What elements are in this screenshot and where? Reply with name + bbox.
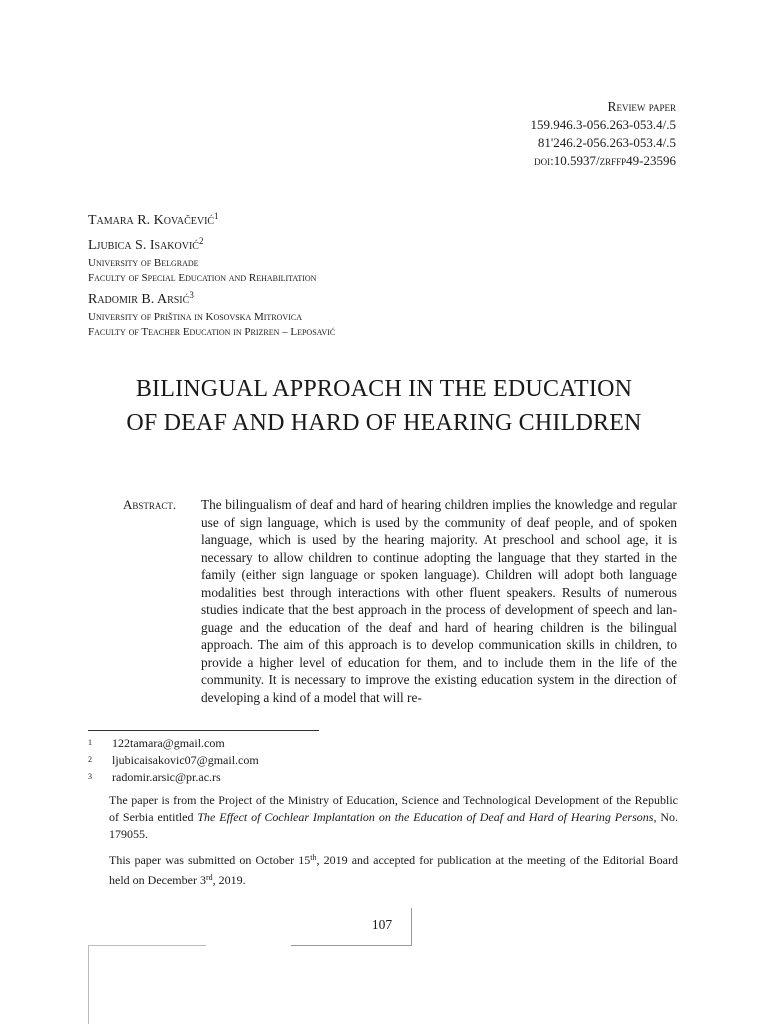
author-1-name: Tamara R. Kovačević [88, 213, 215, 228]
article-metadata [530, 98, 676, 170]
footnote-rule [88, 730, 319, 731]
project-title: The Effect of Cochlear Implantation on the Education of Deaf and Hard of Hearing Persons [197, 810, 654, 824]
crop-mark-horizontal [88, 945, 206, 946]
author-1 [88, 206, 335, 231]
title-line-1: BILINGUAL APPROACH IN THE EDUCATION [135, 376, 633, 402]
footnote-3-email: radomir.arsic@pr.ac.rs [112, 770, 221, 784]
project-note [88, 792, 678, 843]
footnote-2-email: ljubicaisakovic07@gmail.com [112, 753, 259, 767]
author-3-name: Radomir B. Arsić [88, 292, 190, 307]
udc-code-2: 81'246.2-056.263-053.4/.5 [537, 135, 676, 150]
title-line-2: OF DEAF AND HARD OF HEARING CHILDREN [126, 410, 642, 436]
submission-text-3: , 2019. [212, 873, 246, 887]
footnote-1-number: 1 [88, 738, 92, 747]
project-number: , No. 179055. [109, 810, 679, 841]
author-2 [88, 231, 335, 256]
affiliation-1-faculty: Faculty of Special Education and Rehabilitation [88, 271, 317, 284]
authors-block [88, 206, 335, 339]
submission-text-2: , 2019 and accepted for publication at the meeting of the Editorial Board held on December 3 [109, 853, 678, 887]
footnote-3 [88, 769, 678, 786]
page-number: 107 [371, 917, 393, 932]
abstract-text: The bilingualism of deaf and hard of hearing children implies the knowledge and regular use of sign language, which is used by the community of deaf people, and of spoken language, which is used by the hearing majority. At preschool and school age, it is necessary to allow children to continue adopting the language that they started in the family (either sign language or spoken language). Children will adopt both language modalities best through interactions with other fluent speakers. Results of numerous studies indicate that the best approach in the process of development of speech and language and the education of the deaf and hard of hearing children is the bilingual approach. The aim of this approach is to develop communication skills in children, to provide a higher level of education for them, and to include them in the life of the community. It is necessary to improve the existing education system in the direction of developing a kind of a model that will re- [201, 497, 677, 705]
footnote-1 [88, 735, 678, 752]
author-2-footnote-mark: 2 [198, 236, 204, 246]
paper-type: Review paper [607, 99, 676, 114]
author-1-footnote-mark: 1 [214, 211, 219, 221]
footnote-2-number: 2 [88, 755, 92, 764]
footnotes [88, 735, 678, 889]
udc-code-1: 159.946.3-056.263-053.4/.5 [530, 117, 676, 132]
footnote-2 [88, 752, 678, 769]
doi: doi:10.5937/zrffp49-23596 [534, 153, 676, 168]
author-3-footnote-mark: 3 [189, 290, 194, 300]
project-note-text: The paper is from the Project of the Ministry of Education, Science and Technological Development of the Republic of Serbia entitled [109, 793, 678, 824]
crop-mark-vertical [88, 945, 89, 1024]
submission-ordinal-1: th [310, 853, 317, 862]
footnote-3-number: 3 [88, 772, 92, 781]
author-2-name: Ljubica S. Isaković [88, 238, 199, 253]
submission-text-1: This paper was submitted on October 15 [109, 853, 311, 867]
author-3 [88, 285, 335, 310]
submission-ordinal-2: rd [205, 873, 213, 882]
affiliation-1-university: University of Belgrade [88, 257, 199, 269]
submission-note [88, 849, 678, 889]
affiliation-2-university: University of Priština in Kosovska Mitrovica [88, 311, 302, 323]
abstract-label: Abstract. [123, 497, 177, 512]
affiliation-2-faculty: Faculty of Teacher Education in Prizren – Leposavić [88, 325, 336, 338]
footnote-1-email: 122tamara@gmail.com [112, 736, 225, 750]
paper-title [0, 372, 768, 440]
